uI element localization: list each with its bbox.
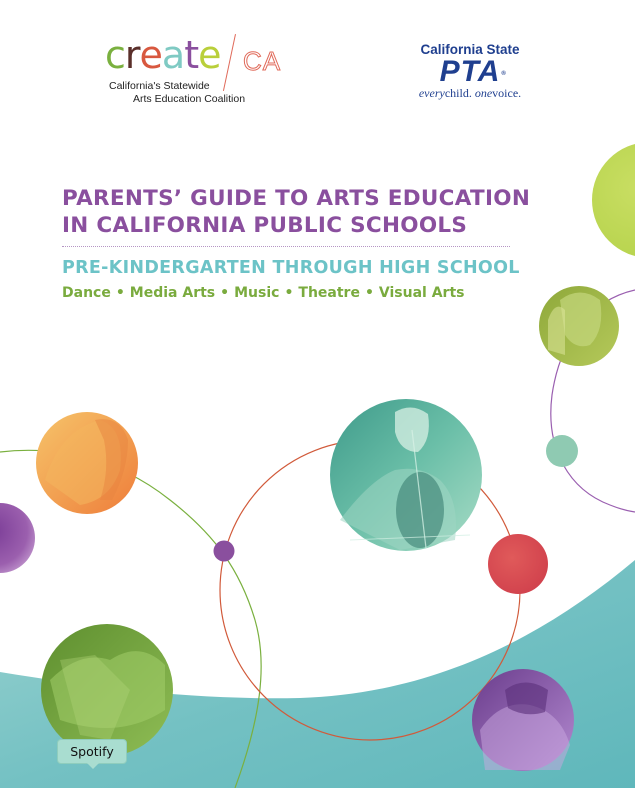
purple-blob bbox=[0, 503, 35, 573]
create-letter: a bbox=[161, 33, 185, 77]
tag-every: every bbox=[418, 86, 445, 100]
create-letter: e bbox=[198, 33, 221, 77]
grade-range-subtitle: PRE-KINDERGARTEN THROUGH HIGH SCHOOL bbox=[62, 258, 520, 278]
tag-voice: voice. bbox=[492, 86, 522, 100]
red-circle bbox=[488, 534, 548, 594]
separator: • bbox=[284, 285, 294, 301]
registered-mark: ® bbox=[501, 71, 507, 77]
create-letter: t bbox=[184, 33, 199, 77]
title-line-2: IN CALIFORNIA PUBLIC SCHOOLS bbox=[62, 213, 468, 238]
discipline-music: Music bbox=[234, 285, 280, 301]
create-ca-suffix: CA bbox=[243, 46, 282, 76]
arts-disciplines bbox=[62, 284, 464, 302]
pta-wordmark bbox=[405, 55, 535, 88]
create-slash-mark bbox=[223, 34, 236, 91]
page-title bbox=[62, 185, 530, 239]
create-letter: e bbox=[139, 33, 162, 77]
spotify-tooltip: Spotify bbox=[57, 739, 127, 764]
tag-one: one bbox=[471, 86, 493, 100]
create-letter: r bbox=[124, 33, 140, 77]
separator: • bbox=[364, 285, 374, 301]
tag-child: child. bbox=[444, 86, 472, 100]
title-line-1: PARENTS’ GUIDE TO ARTS EDUCATION bbox=[62, 186, 531, 211]
discipline-theatre: Theatre bbox=[298, 285, 360, 301]
pta-mark-text: PTA bbox=[439, 55, 501, 88]
discipline-media-arts: Media Arts bbox=[129, 285, 216, 301]
create-wordmark bbox=[105, 33, 221, 77]
title-divider bbox=[62, 246, 510, 247]
create-tagline-line2: Arts Education Coalition bbox=[133, 93, 246, 105]
create-tagline-line1: California's Statewide bbox=[109, 80, 210, 92]
pta-state-label: California State bbox=[420, 42, 520, 57]
separator: • bbox=[115, 285, 125, 301]
create-letter: c bbox=[105, 33, 125, 77]
discipline-visual-arts: Visual Arts bbox=[378, 285, 465, 301]
separator: • bbox=[220, 285, 230, 301]
pta-tagline bbox=[405, 86, 535, 100]
lime-circle bbox=[592, 142, 635, 258]
create-ca-logo bbox=[105, 33, 305, 106]
discipline-dance: Dance bbox=[62, 285, 111, 301]
california-state-pta-logo bbox=[405, 42, 535, 104]
